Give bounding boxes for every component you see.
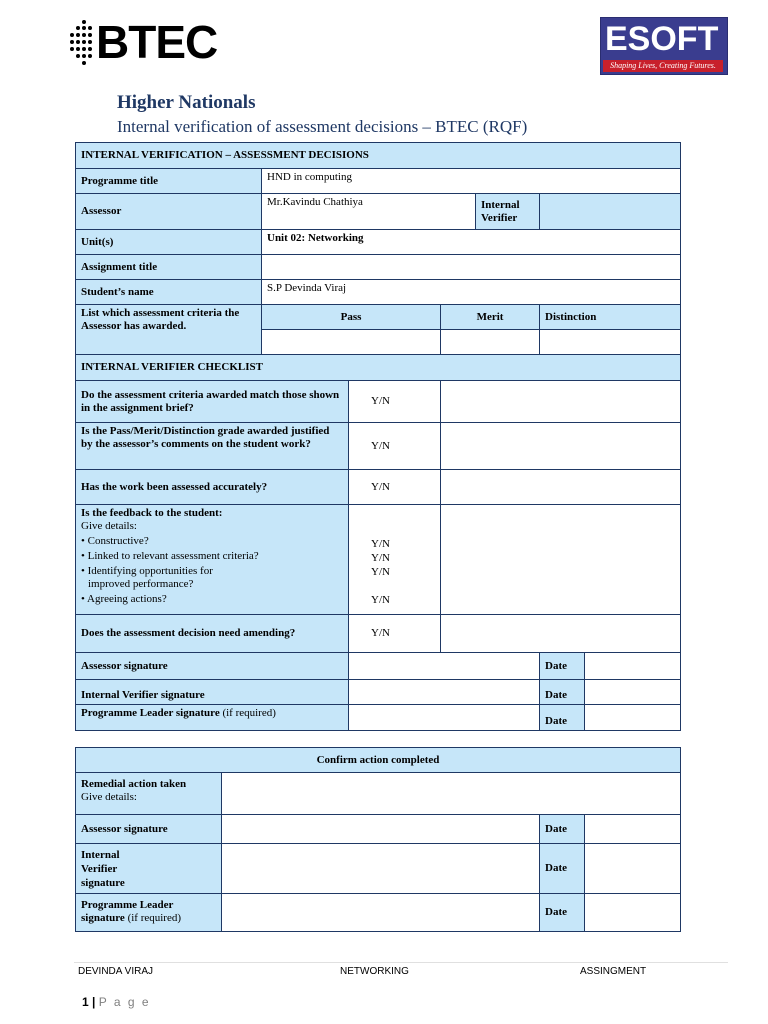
- checklist-q4-yn[interactable]: Y/N: [371, 566, 390, 578]
- checklist-q4-question: Is the feedback to the student:: [81, 507, 223, 519]
- pass-criteria-field[interactable]: [262, 330, 441, 355]
- confirm-heading: Confirm action completed: [76, 748, 681, 773]
- checklist-q4-item: • Identifying opportunities for: [81, 565, 213, 577]
- pl-signature-label-cell: [76, 705, 349, 731]
- programme-title-label: Programme title: [76, 169, 262, 194]
- checklist-q2-yn[interactable]: Y/N: [349, 423, 441, 470]
- confirm-iv-date-label: Date: [540, 844, 585, 894]
- checklist-q5: Does the assessment decision need amending?: [76, 615, 349, 653]
- iv-heading: INTERNAL VERIFICATION – ASSESSMENT DECISIONS: [76, 143, 681, 169]
- checklist-q4-item: improved performance?: [88, 578, 194, 590]
- esoft-logo: [600, 17, 728, 75]
- iv-signature-field[interactable]: [349, 680, 540, 705]
- pl-signature-label: Programme Leader signature: [81, 707, 220, 719]
- checklist-q1-yn[interactable]: Y/N: [349, 381, 441, 423]
- verification-table: [75, 142, 681, 731]
- checklist-q1: Do the assessment criteria awarded match those shown in the assignment brief?: [76, 381, 349, 423]
- page-number-value: 1: [82, 995, 89, 1009]
- page-number-separator: |: [92, 995, 96, 1009]
- confirm-pl-date-field[interactable]: [585, 894, 681, 932]
- confirm-assessor-signature-field[interactable]: [222, 815, 540, 844]
- checklist-heading: INTERNAL VERIFIER CHECKLIST: [76, 355, 681, 381]
- assessor-date-field[interactable]: [585, 653, 681, 680]
- confirm-assessor-date-label: Date: [540, 815, 585, 844]
- confirm-iv-date-field[interactable]: [585, 844, 681, 894]
- page-word: P a g e: [98, 995, 151, 1009]
- iv-date-field[interactable]: [585, 680, 681, 705]
- student-name-field[interactable]: S.P Devinda Viraj: [262, 280, 681, 305]
- esoft-wordmark: ESOFT: [605, 20, 719, 58]
- remedial-label-cell: [76, 773, 222, 815]
- checklist-q4: [76, 505, 349, 615]
- checklist-q1-comment[interactable]: [441, 381, 681, 423]
- footer-divider: [74, 962, 728, 963]
- checklist-q3-comment[interactable]: [441, 470, 681, 505]
- confirm-iv-line: Internal: [81, 849, 120, 861]
- checklist-q3-yn[interactable]: Y/N: [349, 470, 441, 505]
- btec-logo: [68, 16, 228, 72]
- esoft-tagline: Shaping Lives, Creating Futures.: [603, 60, 723, 72]
- internal-verifier-field[interactable]: [540, 194, 681, 230]
- confirm-pl-date-label: Date: [540, 894, 585, 932]
- confirm-pl-line-2: [81, 912, 216, 925]
- assignment-title-label: Assignment title: [76, 255, 262, 280]
- checklist-q4-yn[interactable]: Y/N: [371, 594, 390, 606]
- page-subtitle: Internal verification of assessment decisions – BTEC (RQF): [117, 117, 528, 136]
- assessor-signature-label: Assessor signature: [76, 653, 349, 680]
- units-field[interactable]: Unit 02: Networking: [262, 230, 681, 255]
- assessor-label: Assessor: [76, 194, 262, 230]
- checklist-q4-give-details: Give details:: [81, 520, 137, 532]
- confirm-pl-if-required: (if required): [127, 912, 182, 924]
- confirm-pl-signature-label: [76, 894, 222, 932]
- assessor-field[interactable]: Mr.Kavindu Chathiya: [262, 194, 476, 230]
- btec-dots-icon: [68, 20, 98, 64]
- footer-right: ASSINGMENT: [580, 966, 647, 977]
- checklist-q4-item: • Linked to relevant assessment criteria?: [81, 550, 259, 562]
- page-number: [82, 995, 151, 1009]
- iv-date-label: Date: [540, 680, 585, 705]
- internal-verifier-label: Internal Verifier: [476, 194, 540, 230]
- distinction-header: Distinction: [540, 305, 681, 330]
- iv-signature-label: Internal Verifier signature: [76, 680, 349, 705]
- pass-header: Pass: [262, 305, 441, 330]
- student-name-label: Student’s name: [76, 280, 262, 305]
- btec-wordmark: BTEC: [96, 16, 218, 68]
- page-title: Higher Nationals: [117, 92, 256, 113]
- pl-date-field[interactable]: [585, 705, 681, 731]
- checklist-q4-item: • Agreeing actions?: [81, 593, 167, 605]
- checklist-q4-yn-group: [349, 505, 441, 615]
- assessor-signature-field[interactable]: [349, 653, 540, 680]
- checklist-q2: Is the Pass/Merit/Distinction grade awarded justified by the assessor’s comments on the student work?: [76, 423, 349, 470]
- confirm-pl-signature-field[interactable]: [222, 894, 540, 932]
- remedial-give-details: Give details:: [81, 791, 137, 803]
- pl-date-label: Date: [540, 705, 585, 731]
- pl-if-required: (if required): [222, 707, 276, 719]
- units-label: Unit(s): [76, 230, 262, 255]
- checklist-q5-yn[interactable]: Y/N: [349, 615, 441, 653]
- confirm-iv-line: signature: [81, 877, 125, 889]
- footer-center: NETWORKING: [340, 966, 409, 977]
- confirm-iv-signature-label: [76, 844, 222, 894]
- distinction-criteria-field[interactable]: [540, 330, 681, 355]
- assignment-title-field[interactable]: [262, 255, 681, 280]
- confirm-iv-signature-field[interactable]: [222, 844, 540, 894]
- confirm-action-table: [75, 747, 681, 932]
- confirm-pl-line: Programme Leader: [81, 899, 174, 911]
- confirm-pl-signature-word: signature: [81, 912, 125, 924]
- merit-header: Merit: [441, 305, 540, 330]
- checklist-q3: Has the work been assessed accurately?: [76, 470, 349, 505]
- programme-title-field[interactable]: HND in computing: [262, 169, 681, 194]
- assessor-date-label: Date: [540, 653, 585, 680]
- remedial-label: Remedial action taken: [81, 778, 187, 790]
- checklist-q4-yn[interactable]: Y/N: [371, 552, 390, 564]
- confirm-assessor-date-field[interactable]: [585, 815, 681, 844]
- checklist-q4-comment[interactable]: [441, 505, 681, 615]
- pl-signature-field[interactable]: [349, 705, 540, 731]
- remedial-field[interactable]: [222, 773, 681, 815]
- checklist-q2-comment[interactable]: [441, 423, 681, 470]
- criteria-label: List which assessment criteria the Assessor has awarded.: [76, 305, 262, 355]
- confirm-iv-line: Verifier: [81, 863, 118, 875]
- checklist-q5-comment[interactable]: [441, 615, 681, 653]
- checklist-q4-yn[interactable]: Y/N: [371, 538, 390, 550]
- merit-criteria-field[interactable]: [441, 330, 540, 355]
- footer-left: DEVINDA VIRAJ: [78, 966, 154, 977]
- confirm-assessor-signature-label: Assessor signature: [76, 815, 222, 844]
- checklist-q4-item: • Constructive?: [81, 535, 149, 547]
